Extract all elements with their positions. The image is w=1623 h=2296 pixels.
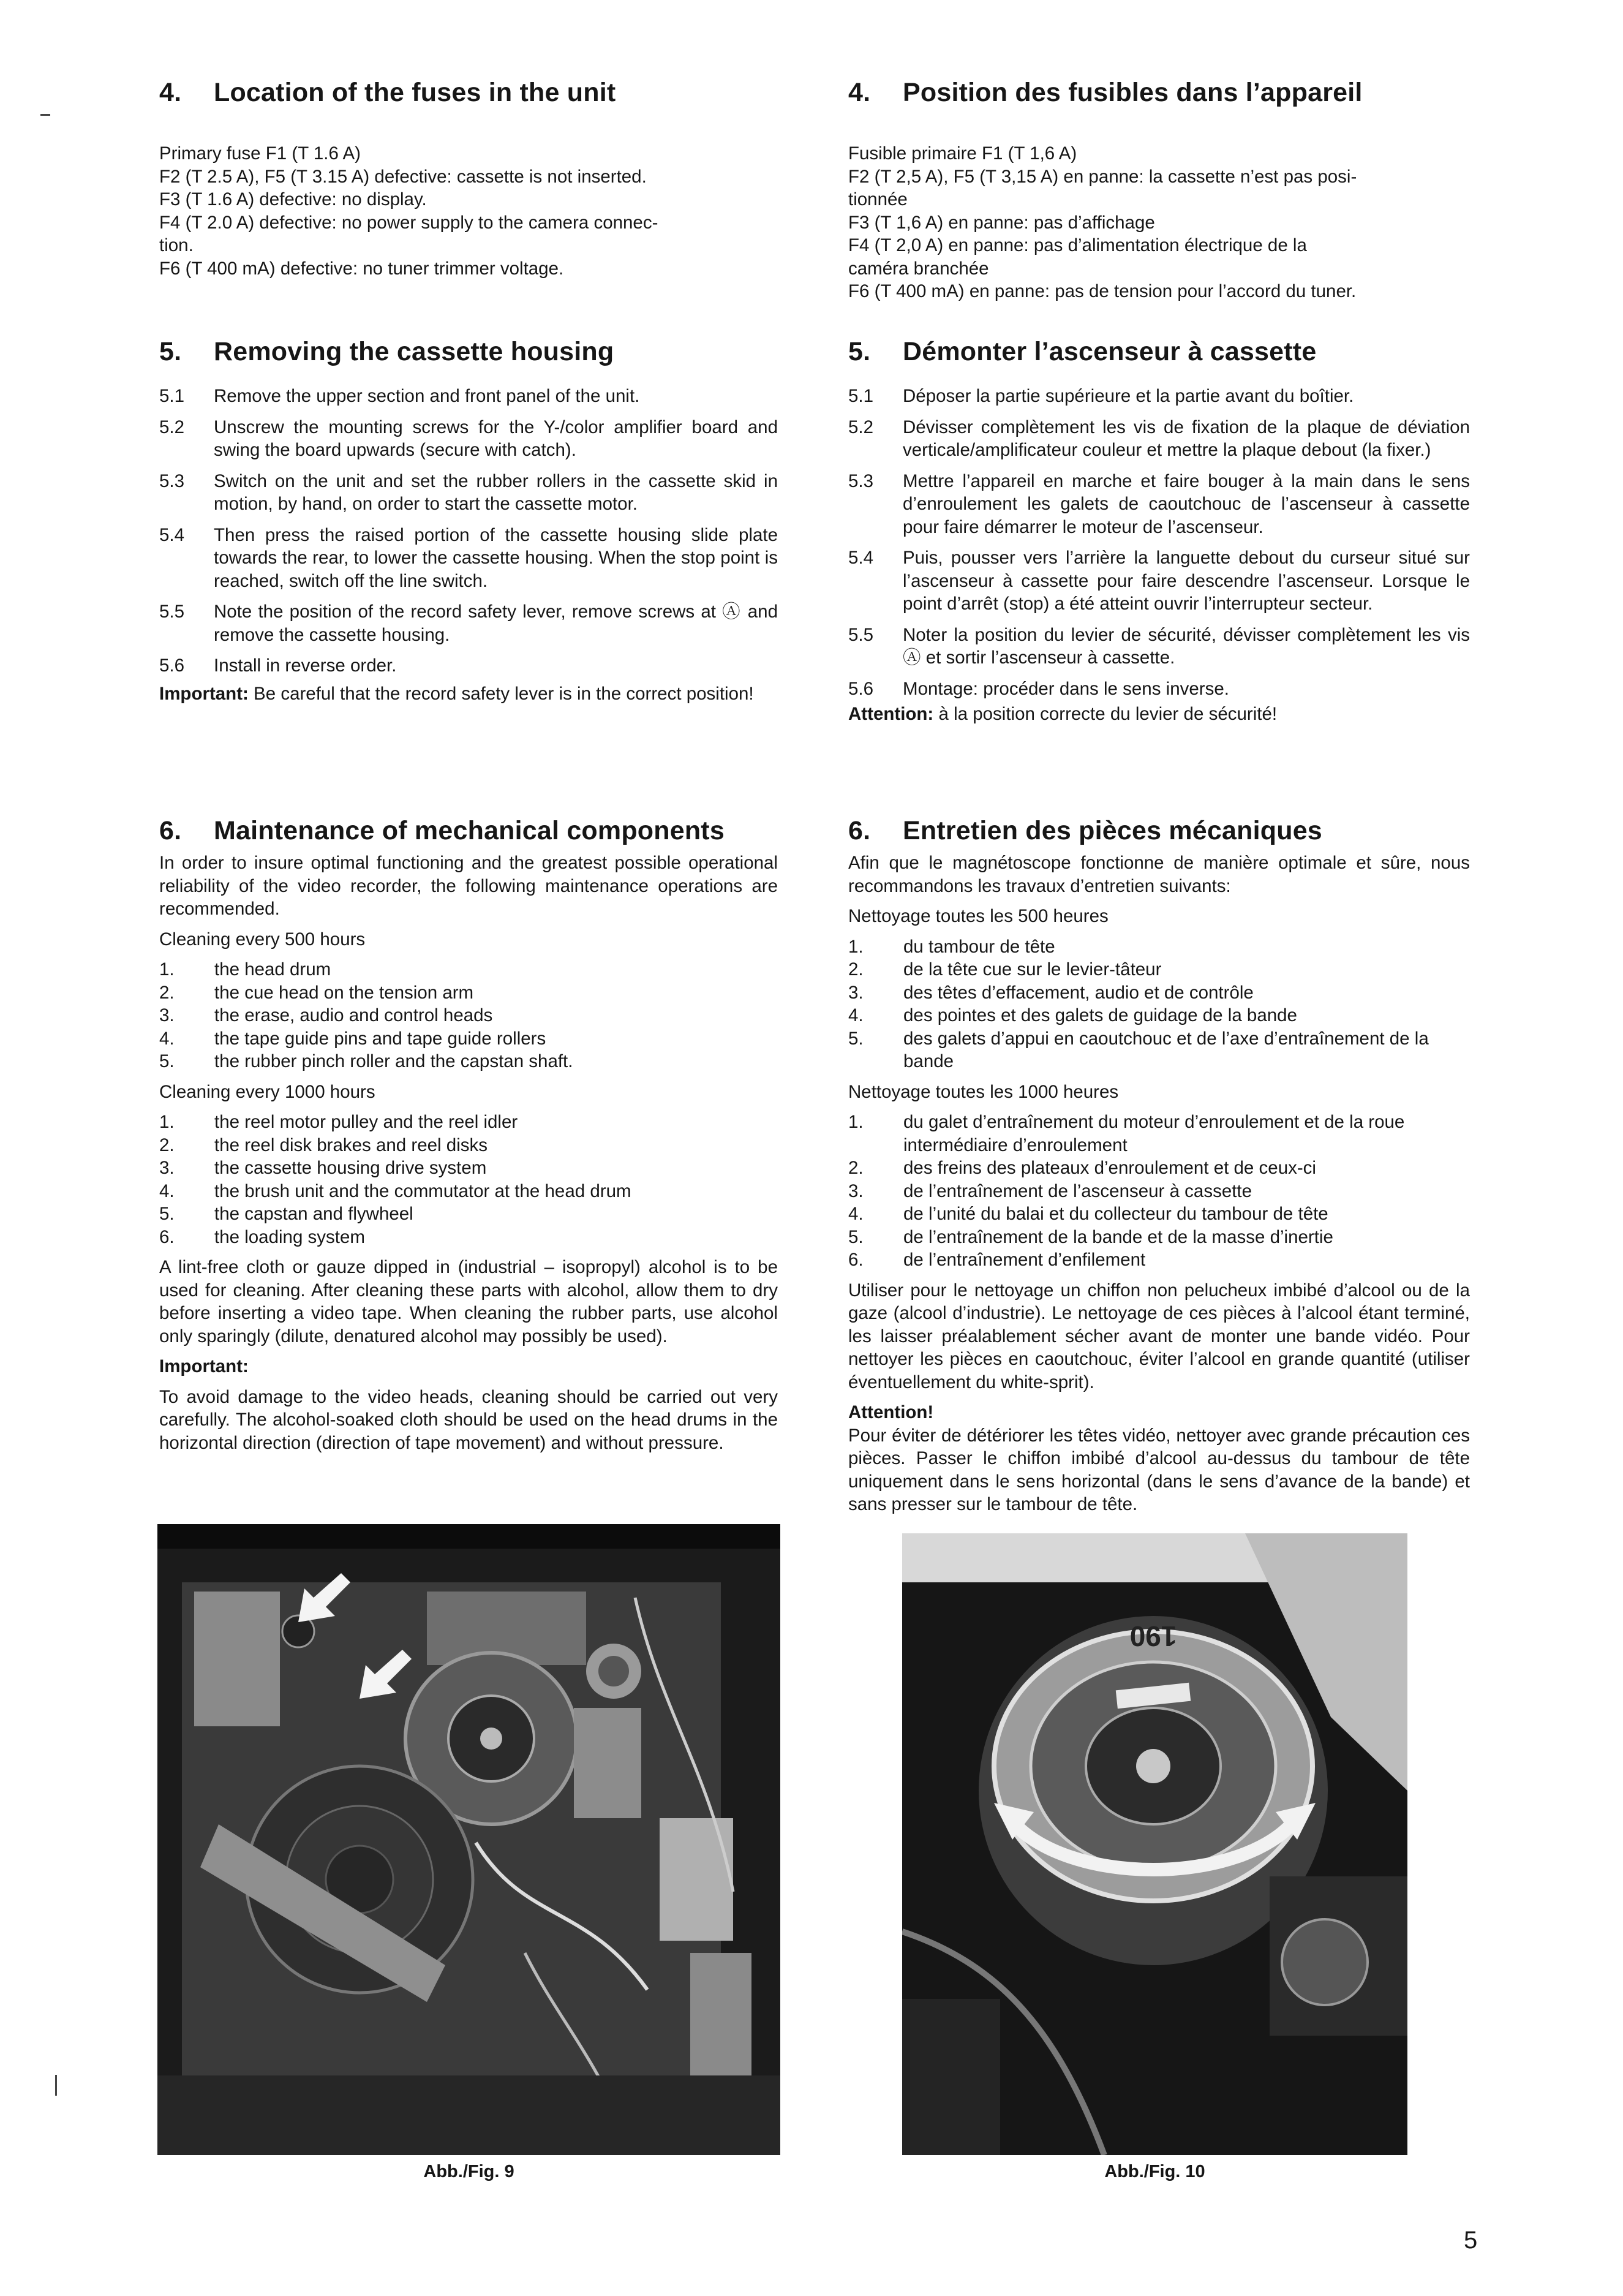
fuse-line: F2 (T 2,5 A), F5 (T 3,15 A) en panne: la cassette n’est pas posi-: [848, 166, 1357, 187]
item-number: 6.: [848, 1250, 864, 1270]
item-text: the cue head on the tension arm: [214, 982, 474, 1003]
figure-10-caption: Abb./Fig. 10: [1104, 2162, 1205, 2181]
cleaning-500-heading: Nettoyage toutes les 500 heures: [848, 906, 1109, 926]
item-text: des têtes d’effacement, audio et de contrôle: [903, 982, 1254, 1003]
fuse-line: F6 (T 400 mA) defective: no tuner trimmer voltage.: [159, 258, 564, 279]
cleaning-instructions: A lint-free cloth or gauze dipped in (industrial – isopropyl) alcohol is to be used for cleaning. After cleaning these parts with alcohol, allow them to dry before inserting a video tape. When cleaning the rubber parts, use alcohol only sparingly (dilute, denatured alcohol may possibly be used).: [159, 1257, 778, 1346]
scan-mark: [55, 2075, 57, 2096]
video-recorder-mechanism-image: [157, 1524, 780, 2155]
item-text: des pointes et des galets de guidage de la bande: [903, 1005, 1297, 1025]
step-number: 5.5: [848, 624, 874, 645]
fuse-line: F3 (T 1.6 A) defective: no display.: [159, 189, 427, 210]
cleaning-500-list: [159, 958, 778, 1073]
step-item: [159, 654, 778, 678]
section-title: Location of the fuses in the unit: [214, 78, 616, 107]
item-text: de l’entraînement de l’ascenseur à cassette: [903, 1180, 1252, 1201]
fuse-line: F3 (T 1,6 A) en panne: pas d’affichage: [848, 212, 1155, 233]
list-item: [848, 1004, 1470, 1027]
list-item: [159, 1203, 778, 1226]
section-heading: [159, 77, 778, 108]
item-number: 1.: [848, 1112, 864, 1132]
fuse-line: F4 (T 2,0 A) en panne: pas d’alimentation électrique de la: [848, 235, 1307, 255]
step-number: 5.6: [159, 655, 185, 676]
list-item: [848, 1027, 1470, 1073]
figure-9-photo: [157, 1524, 780, 2155]
figure-9-caption: Abb./Fig. 9: [423, 2162, 514, 2181]
step-number: 5.3: [848, 470, 874, 491]
section-number: 5.: [159, 337, 182, 366]
step-number: 5.5: [159, 602, 185, 622]
step-item: [848, 546, 1470, 616]
fuse-list: [848, 142, 1470, 303]
step-text: Dévisser complètement les vis de fixation de la plaque de déviation verticale/amplificateur couleur et mettre la plaque debout (la fixer.): [903, 417, 1470, 460]
step-number: 5.2: [159, 417, 185, 437]
head-drum-image: [902, 1533, 1407, 2155]
item-text: des galets d’appui en caoutchouc et de l’axe d’entraînement de la bande: [903, 1028, 1429, 1071]
item-number: 2.: [848, 1158, 864, 1178]
note-text: à la position correcte du levier de sécurité!: [933, 704, 1278, 724]
intro-paragraph: Afin que le magnétoscope fonctionne de manière optimale et sûre, nous recommandons les travaux d’entretien suivants:: [848, 853, 1470, 896]
scan-mark: [40, 114, 50, 116]
step-item: [159, 385, 778, 408]
section-5-en: [159, 336, 778, 705]
item-number: 4.: [159, 1028, 175, 1049]
item-text: de l’unité du balai et du collecteur du tambour de tête: [903, 1204, 1328, 1224]
item-text: the erase, audio and control heads: [214, 1005, 493, 1025]
item-number: 3.: [848, 1180, 864, 1201]
step-text: Déposer la partie supérieure et la partie avant du boîtier.: [903, 386, 1354, 406]
item-text: the reel disk brakes and reel disks: [214, 1135, 488, 1155]
page-number: 5: [1464, 2227, 1478, 2254]
step-number: 5.2: [848, 417, 874, 437]
step-text: Install in reverse order.: [214, 655, 397, 676]
item-number: 5.: [848, 1028, 864, 1049]
fuse-line: Primary fuse F1 (T 1.6 A): [159, 143, 361, 164]
step-text: Montage: procéder dans le sens inverse.: [903, 678, 1229, 699]
step-number: 5.4: [848, 548, 874, 568]
list-item: [159, 1226, 778, 1249]
procedure-steps: [159, 385, 778, 678]
item-text: the tape guide pins and tape guide rollers: [214, 1028, 546, 1049]
step-item: [159, 416, 778, 462]
step-text: Noter la position du levier de sécurité, dévisser complètement les vis Ⓐ et sortir l’ascenseur à cassette.: [903, 624, 1470, 668]
important-paragraph: To avoid damage to the video heads, cleaning should be carried out very carefully. The alcohol-soaked cloth should be used on the head drums in the horizontal direction (direction of tape movement) and without pressure.: [159, 1386, 778, 1453]
section-6-en: [159, 815, 778, 1454]
list-item: [159, 1157, 778, 1180]
section-heading: [848, 77, 1470, 108]
item-number: 5.: [848, 1226, 864, 1247]
section-title: Démonter l’ascenseur à cassette: [903, 337, 1317, 366]
item-text: the rubber pinch roller and the capstan shaft.: [214, 1051, 573, 1071]
item-text: de l’entraînement d’enfilement: [903, 1250, 1146, 1270]
item-text: de l’entraînement de la bande et de la masse d’inertie: [903, 1226, 1333, 1247]
list-item: [159, 1111, 778, 1134]
item-text: du galet d’entraînement du moteur d’enroulement et de la roue intermédiaire d’enroulement: [903, 1112, 1405, 1155]
item-number: 6.: [159, 1226, 175, 1247]
fuse-line: F2 (T 2.5 A), F5 (T 3.15 A) defective: cassette is not inserted.: [159, 166, 647, 187]
fuse-line: F6 (T 400 mA) en panne: pas de tension pour l’accord du tuner.: [848, 281, 1357, 301]
important-note: [159, 682, 778, 706]
section-number: 5.: [848, 337, 871, 366]
attention-label: Attention!: [848, 1402, 934, 1422]
item-number: 2.: [159, 1135, 175, 1155]
note-text: Be careful that the record safety lever is in the correct position!: [248, 683, 754, 704]
item-number: 1.: [848, 936, 864, 957]
list-item: [848, 981, 1470, 1005]
note-label: Important:: [159, 683, 249, 704]
item-number: 2.: [159, 982, 175, 1003]
step-text: Then press the raised portion of the cassette housing slide plate towards the rear, to lower the cassette housing. When the stop point is reached, switch off the line switch.: [214, 524, 778, 591]
item-number: 5.: [159, 1204, 175, 1224]
item-text: de la tête cue sur le levier-tâteur: [903, 959, 1162, 980]
section-heading: [159, 815, 778, 847]
cleaning-1000-heading: Nettoyage toutes les 1000 heures: [848, 1081, 1119, 1102]
step-number: 5.4: [159, 524, 185, 545]
item-text: the loading system: [214, 1226, 365, 1247]
figure-10-photo: [902, 1533, 1407, 2155]
list-item: [848, 935, 1470, 959]
step-item: [848, 470, 1470, 539]
cleaning-instructions: Utiliser pour le nettoyage un chiffon non pelucheux imbibé d’alcool ou de la gaze (alcool d’industrie). Le nettoyage de ces pièces à l’alcool étant terminé, les laisser préalablement sécher avant de monter une bande vidéo. Pour nettoyer les pièces en caoutchouc, éviter l’alcool en grande quantité (utiliser éventuellement du white-sprit).: [848, 1280, 1470, 1392]
section-number: 6.: [848, 816, 871, 845]
section-title: Entretien des pièces mécaniques: [903, 816, 1322, 845]
intro-paragraph: In order to insure optimal functioning and the greatest possible operational reliability of the video recorder, the following maintenance operations are recommended.: [159, 853, 778, 919]
item-text: the cassette housing drive system: [214, 1158, 487, 1178]
item-number: 1.: [159, 959, 175, 980]
step-number: 5.6: [848, 678, 874, 699]
section-title: Maintenance of mechanical components: [214, 816, 725, 845]
list-item: [159, 1134, 778, 1157]
list-item: [159, 1004, 778, 1027]
item-number: 4.: [848, 1005, 864, 1025]
step-item: [159, 524, 778, 593]
step-text: Note the position of the record safety lever, remove screws at Ⓐ and remove the cassette housing.: [214, 602, 778, 645]
cleaning-1000-heading: Cleaning every 1000 hours: [159, 1081, 375, 1102]
item-number: 1.: [159, 1112, 175, 1132]
step-item: [848, 416, 1470, 462]
section-5-fr: [848, 336, 1470, 726]
section-6-fr: [848, 815, 1470, 1516]
item-number: 3.: [159, 1158, 175, 1178]
fuse-line: tionnée: [848, 189, 908, 210]
step-number: 5.1: [848, 386, 874, 406]
item-number: 4.: [848, 1204, 864, 1224]
item-text: des freins des plateaux d’enroulement et de ceux-ci: [903, 1158, 1316, 1178]
step-text: Puis, pousser vers l’arrière la languette debout du curseur situé sur l’ascenseur à cassette pour faire descendre l’ascenseur. Lorsque le point d’arrêt (stop) a été atteint ouvrir l’interrupteur secteur.: [903, 548, 1470, 614]
item-text: the head drum: [214, 959, 331, 980]
section-number: 6.: [159, 816, 182, 845]
step-text: Switch on the unit and set the rubber rollers in the cassette skid in motion, by hand, on order to start the cassette motor.: [214, 470, 778, 514]
item-text: the reel motor pulley and the reel idler: [214, 1112, 518, 1132]
step-item: [848, 678, 1470, 701]
step-number: 5.3: [159, 470, 185, 491]
cleaning-500-heading: Cleaning every 500 hours: [159, 929, 366, 950]
step-text: Remove the upper section and front panel of the unit.: [214, 386, 640, 406]
section-title: Removing the cassette housing: [214, 337, 614, 366]
list-item: [848, 1180, 1470, 1203]
list-item: [159, 1180, 778, 1203]
important-label: Important:: [159, 1356, 249, 1376]
fuse-line: caméra branchée: [848, 258, 989, 279]
step-item: [848, 385, 1470, 408]
section-number: 4.: [159, 78, 182, 107]
section-title: Position des fusibles dans l’appareil: [903, 78, 1363, 107]
step-number: 5.1: [159, 386, 185, 406]
section-4-en: [159, 77, 778, 280]
attention-note: [848, 703, 1470, 726]
list-item: [848, 1111, 1470, 1157]
item-number: 5.: [159, 1051, 175, 1071]
cleaning-1000-list: [848, 1111, 1470, 1272]
note-label: Attention:: [848, 704, 934, 724]
section-4-fr: [848, 77, 1470, 303]
item-text: the capstan and flywheel: [214, 1204, 413, 1224]
item-number: 3.: [848, 982, 864, 1003]
fuse-line: tion.: [159, 235, 194, 255]
list-item: [848, 1226, 1470, 1249]
list-item: [159, 981, 778, 1005]
fuse-line: Fusible primaire F1 (T 1,6 A): [848, 143, 1077, 164]
step-item: [159, 600, 778, 646]
item-number: 4.: [159, 1180, 175, 1201]
fuse-list: [159, 142, 778, 280]
step-text: Unscrew the mounting screws for the Y-/color amplifier board and swing the board upwards (secure with catch).: [214, 417, 778, 460]
list-item: [159, 958, 778, 981]
step-text: Mettre l’appareil en marche et faire bouger à la main dans le sens d’enroulement les galets de caoutchouc de l’ascenseur à cassette pour faire démarrer le moteur de l’ascenseur.: [903, 470, 1470, 537]
list-item: [848, 1248, 1470, 1272]
list-item: [848, 1203, 1470, 1226]
maintenance-body: [848, 852, 1470, 1516]
section-heading: [159, 336, 778, 368]
list-item: [159, 1027, 778, 1051]
section-heading: [848, 815, 1470, 847]
list-item: [848, 958, 1470, 981]
maintenance-body: [159, 852, 778, 1454]
fuse-line: F4 (T 2.0 A) defective: no power supply to the camera connec-: [159, 212, 658, 233]
step-item: [159, 470, 778, 516]
item-number: 2.: [848, 959, 864, 980]
list-item: [848, 1157, 1470, 1180]
item-number: 3.: [159, 1005, 175, 1025]
cleaning-500-list: [848, 935, 1470, 1073]
cleaning-1000-list: [159, 1111, 778, 1248]
list-item: [159, 1050, 778, 1073]
section-number: 4.: [848, 78, 871, 107]
section-heading: [848, 336, 1470, 368]
attention-paragraph: Pour éviter de détériorer les têtes vidéo, nettoyer avec grande précaution ces pièces. Passer le chiffon imbibé d’alcool au-dessus du tambour de tête uniquement dans le sens horizontal (dans le sens d’avance de la bande) et sans presser sur le tambour de tête.: [848, 1425, 1470, 1514]
item-text: du tambour de tête: [903, 936, 1055, 957]
step-item: [848, 624, 1470, 670]
item-text: the brush unit and the commutator at the head drum: [214, 1180, 631, 1201]
procedure-steps: [848, 385, 1470, 700]
drum-marking-text: 190: [1129, 1620, 1177, 1652]
